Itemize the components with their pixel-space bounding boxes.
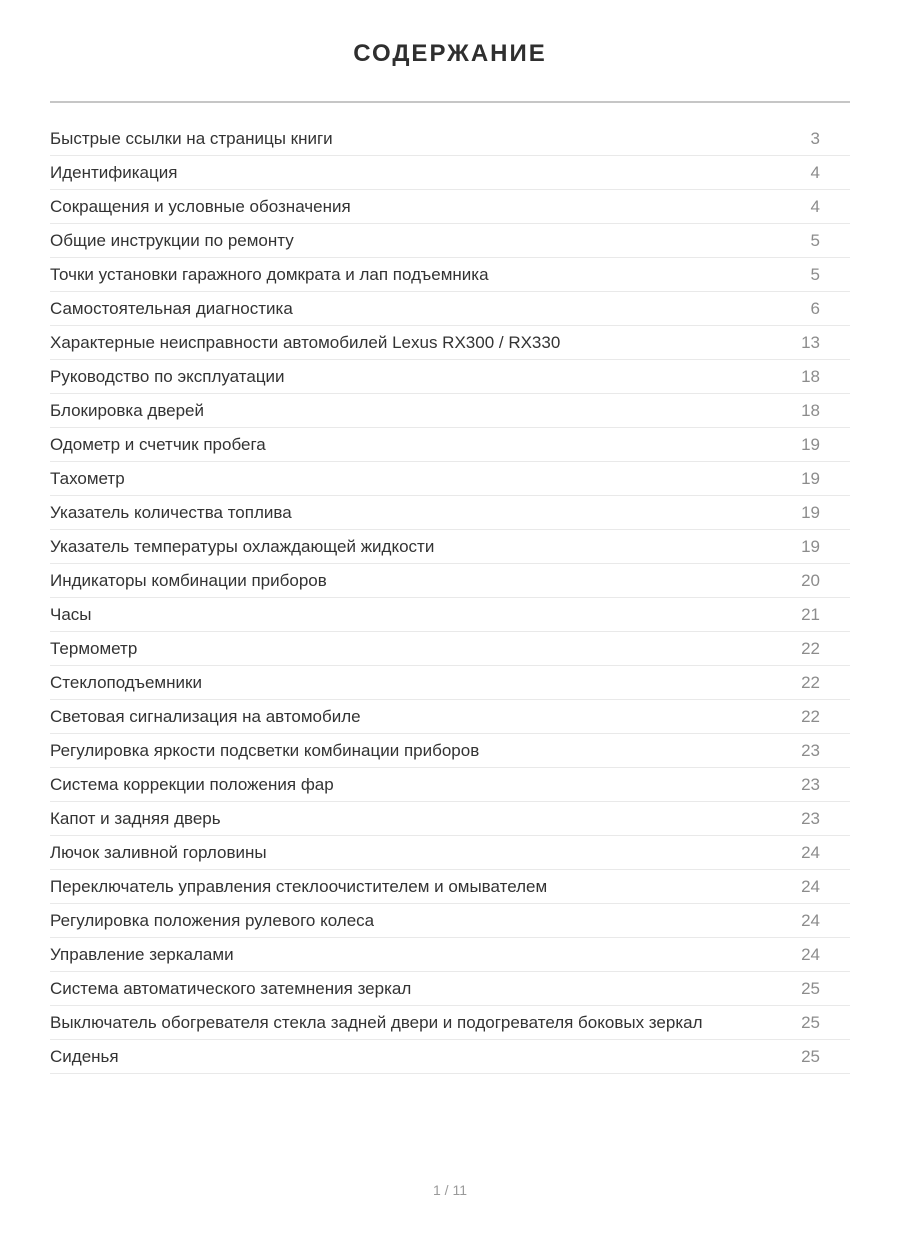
toc-entry-page: 24 (801, 842, 820, 862)
toc-row[interactable] (50, 496, 850, 530)
toc-entry-page: 13 (801, 332, 820, 352)
toc-row[interactable] (50, 700, 850, 734)
contents-page (0, 40, 900, 1074)
toc-entry-title: Идентификация (50, 162, 178, 182)
toc-entry-title: Лючок заливной горловины (50, 842, 267, 862)
toc-entry-page: 22 (801, 672, 820, 692)
toc-row[interactable] (50, 292, 850, 326)
toc-entry-title: Индикаторы комбинации приборов (50, 570, 327, 590)
toc-row[interactable] (50, 530, 850, 564)
toc-row[interactable] (50, 1040, 850, 1074)
toc-entry-title: Быстрые ссылки на страницы книги (50, 128, 333, 148)
toc-entry-page: 18 (801, 400, 820, 420)
toc-row[interactable] (50, 666, 850, 700)
toc-entry-title: Указатель температуры охлаждающей жидкости (50, 536, 435, 556)
toc-entry-page: 24 (801, 910, 820, 930)
toc-row[interactable] (50, 122, 850, 156)
toc-entry-title: Система автоматического затемнения зеркал (50, 978, 412, 998)
toc-entry-page: 22 (801, 706, 820, 726)
toc-entry-page: 25 (801, 1046, 820, 1066)
toc-entry-page: 24 (801, 944, 820, 964)
toc-entry-page: 5 (810, 264, 820, 284)
toc-row[interactable] (50, 1006, 850, 1040)
toc-entry-page: 6 (810, 298, 820, 318)
toc-entry-page: 23 (801, 774, 820, 794)
toc-row[interactable] (50, 768, 850, 802)
toc-entry-title: Регулировка яркости подсветки комбинации приборов (50, 740, 480, 760)
toc-entry-page: 25 (801, 978, 820, 998)
toc-entry-title: Блокировка дверей (50, 400, 205, 420)
toc-entry-title: Система коррекции положения фар (50, 774, 334, 794)
toc-entry-page: 5 (810, 230, 820, 250)
toc-entry-page: 3 (810, 128, 820, 148)
toc-row[interactable] (50, 972, 850, 1006)
toc-row[interactable] (50, 326, 850, 360)
toc-row[interactable] (50, 632, 850, 666)
toc-row[interactable] (50, 904, 850, 938)
toc-entry-page: 4 (810, 196, 820, 216)
toc-entry-title: Управление зеркалами (50, 944, 234, 964)
toc-entry-title: Характерные неисправности автомобилей Lexus RX300 / RX330 (50, 332, 561, 352)
toc-entry-page: 19 (801, 468, 820, 488)
toc-row[interactable] (50, 224, 850, 258)
toc-entry-title: Указатель количества топлива (50, 502, 292, 522)
toc-entry-title: Термометр (50, 638, 138, 658)
toc-entry-page: 20 (801, 570, 820, 590)
toc-list (50, 122, 850, 1074)
toc-row[interactable] (50, 938, 850, 972)
toc-entry-title: Регулировка положения рулевого колеса (50, 910, 375, 930)
toc-row[interactable] (50, 190, 850, 224)
toc-row[interactable] (50, 156, 850, 190)
toc-row[interactable] (50, 394, 850, 428)
toc-entry-title: Сиденья (50, 1046, 119, 1066)
toc-entry-title: Сокращения и условные обозначения (50, 196, 351, 216)
toc-entry-page: 25 (801, 1012, 820, 1032)
toc-entry-title: Стеклоподъемники (50, 672, 202, 692)
toc-entry-title: Руководство по эксплуатации (50, 366, 285, 386)
toc-entry-page: 22 (801, 638, 820, 658)
toc-entry-page: 19 (801, 536, 820, 556)
toc-row[interactable] (50, 258, 850, 292)
toc-entry-page: 19 (801, 502, 820, 522)
toc-row[interactable] (50, 360, 850, 394)
toc-entry-title: Световая сигнализация на автомобиле (50, 706, 361, 726)
toc-entry-page: 23 (801, 740, 820, 760)
toc-entry-title: Капот и задняя дверь (50, 808, 221, 828)
toc-entry-page: 21 (801, 604, 820, 624)
toc-entry-title: Тахометр (50, 468, 125, 488)
toc-entry-title: Часы (50, 604, 92, 624)
toc-row[interactable] (50, 462, 850, 496)
toc-entry-title: Самостоятельная диагностика (50, 298, 293, 318)
toc-row[interactable] (50, 802, 850, 836)
page-indicator: 1 / 11 (433, 1182, 467, 1198)
toc-entry-page: 23 (801, 808, 820, 828)
title-divider (50, 101, 850, 103)
toc-entry-title: Одометр и счетчик пробега (50, 434, 266, 454)
page-title: СОДЕРЖАНИЕ (353, 40, 547, 67)
toc-entry-page: 4 (810, 162, 820, 182)
toc-row[interactable] (50, 598, 850, 632)
toc-entry-page: 18 (801, 366, 820, 386)
toc-row[interactable] (50, 870, 850, 904)
toc-entry-title: Точки установки гаражного домкрата и лап подъемника (50, 264, 489, 284)
toc-entry-page: 24 (801, 876, 820, 896)
toc-row[interactable] (50, 836, 850, 870)
toc-entry-title: Переключатель управления стеклоочистителем и омывателем (50, 876, 548, 896)
toc-entry-page: 19 (801, 434, 820, 454)
toc-row[interactable] (50, 428, 850, 462)
toc-entry-title: Выключатель обогревателя стекла задней двери и подогревателя боковых зеркал (50, 1012, 703, 1032)
toc-row[interactable] (50, 564, 850, 598)
toc-row[interactable] (50, 734, 850, 768)
toc-entry-title: Общие инструкции по ремонту (50, 230, 294, 250)
